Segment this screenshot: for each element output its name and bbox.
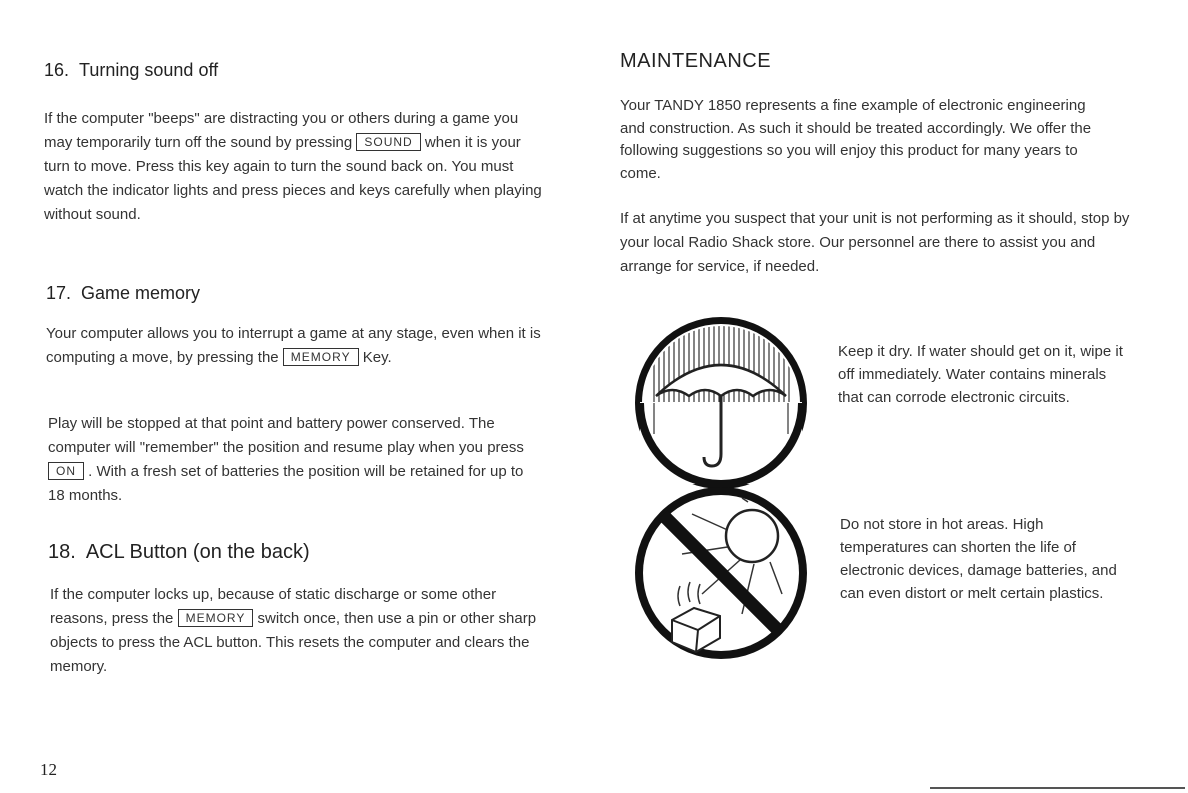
section-16-heading: 16. Turning sound off xyxy=(44,60,219,80)
footer-rule xyxy=(930,787,1185,789)
sound-key: SOUND xyxy=(356,133,420,151)
umbrella-rain-icon xyxy=(632,314,810,492)
section-17-para-2: Play will be stopped at that point and battery power conserved. The computer will "remember" the position and resume play when you press ON . With a fresh set of batteries the position will be retained for up to 18 months. xyxy=(48,415,524,504)
on-key: ON xyxy=(48,462,84,480)
no-heat-icon xyxy=(632,484,810,662)
maintenance-service: If at anytime you suspect that your unit is not performing as it should, stop by your local Radio Shack store. Our personnel are there to assist you and arrange for service, if needed. xyxy=(620,210,1130,275)
maintenance-heading: MAINTENANCE xyxy=(620,50,772,72)
section-18-text: If the computer locks up, because of static discharge or some other reasons, press the MEMORY switch once, then use a pin or other sharp objects to press the ACL button. This resets the computer and clears the memory. xyxy=(50,586,537,675)
section-17-heading: 17. Game memory xyxy=(46,283,201,303)
section-16-text: If the computer "beeps" are distracting you or others during a game you may temporarily turn off the sound by pressing SOUND when it is your turn to move. Press this key again to turn the sound back on. You must watch the indicator lights and press pieces and keys carefully when playing without sound. xyxy=(44,110,542,223)
memory-key: MEMORY xyxy=(283,348,359,366)
section-17-para-1: Your computer allows you to interrupt a game at any stage, even when it is computing a move, by pressing the MEMORY Key. xyxy=(46,325,541,366)
maintenance-intro: Your TANDY 1850 represents a fine example of electronic engineering and construction. As such it should be treated accordingly. We offer the following suggestions so you will enjoy this product for many years to come. xyxy=(620,97,1092,182)
page-number: 12 xyxy=(40,760,57,779)
section-18-heading: 18. ACL Button (on the back) xyxy=(48,541,310,563)
memory-switch-key: MEMORY xyxy=(178,609,254,627)
keep-dry-tip: Keep it dry. If water should get on it, wipe it off immediately. Water contains minerals that can corrode electronic circuits. xyxy=(838,343,1123,406)
heat-tip: Do not store in hot areas. High temperatures can shorten the life of electronic devices, damage batteries, and can even distort or melt certain plastics. xyxy=(840,516,1117,602)
